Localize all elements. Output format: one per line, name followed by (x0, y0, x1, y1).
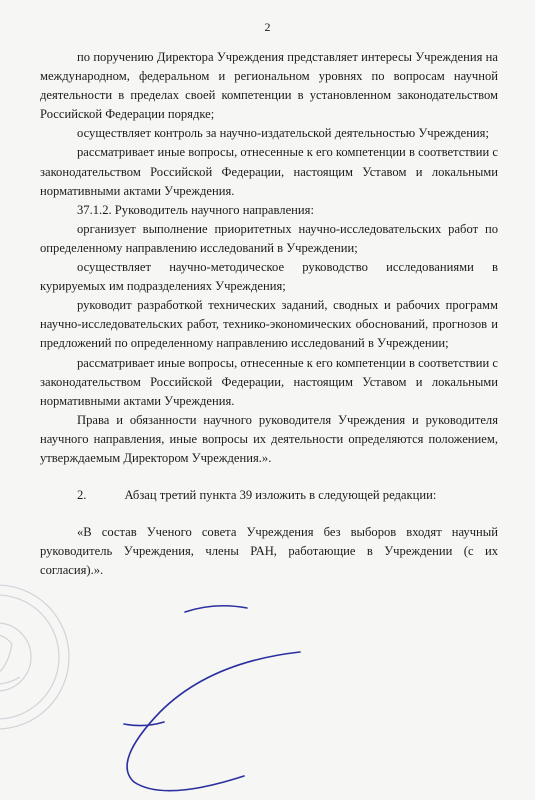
paragraph: рассматривает иные вопросы, отнесенные к его компетенции в соответствии с законодательством Российской Федерации, настоящим Уставом и локальными нормативными актами Учреждения. (40, 145, 498, 198)
paragraph: рассматривает иные вопросы, отнесенные к его компетенции в соответствии с законодательством Российской Федерации, настоящим Уставом и локальными нормативными актами Учреждения. (40, 355, 498, 408)
amendment-item (40, 486, 498, 505)
item-text: Абзац третий пункта 39 изложить в следующей редакции: (124, 488, 437, 503)
paragraph: осуществляет научно-методическое руководство исследованиями в курируемых им подразделениях Учреждения; (40, 260, 498, 294)
paragraph: 37.1.2. Руководитель научного направления: (77, 202, 314, 217)
paragraph: осуществляет контроль за научно-издательской деятельностью Учреждения; (77, 126, 489, 141)
paragraph: по поручению Директора Учреждения представляет интересы Учреждения на международном, федеральном и региональном уровнях по вопросам научной деятельности в пределах своей компетенции в установленном законодательством Российской Федерации порядке; (40, 50, 498, 122)
paragraph: Права и обязанности научного руководителя Учреждения и руководителя научного направления, иные вопросы их деятельности определяются положением, утверждаемым Директором Учреждения.». (40, 412, 498, 465)
seal-stamp (0, 552, 72, 762)
document-body (40, 48, 498, 580)
page-number: 2 (264, 20, 271, 34)
paragraph: руководит разработкой технических заданий, сводных и рабочих программ научно-исследовательских работ, технико-экономических обоснований, прогнозов и предложений по определенному направлению исследований в Учреждении; (40, 298, 498, 351)
signature (110, 600, 450, 800)
item-number: 2. (77, 488, 87, 503)
quoted-paragraph: «В состав Ученого совета Учреждения без выборов входят научный руководитель Учреждения, члены РАН, работающие в Учреждении (с их согласия).». (40, 525, 498, 578)
paragraph: организует выполнение приоритетных научно-исследовательских работ по определенному направлению исследований в Учреждении; (40, 221, 498, 255)
